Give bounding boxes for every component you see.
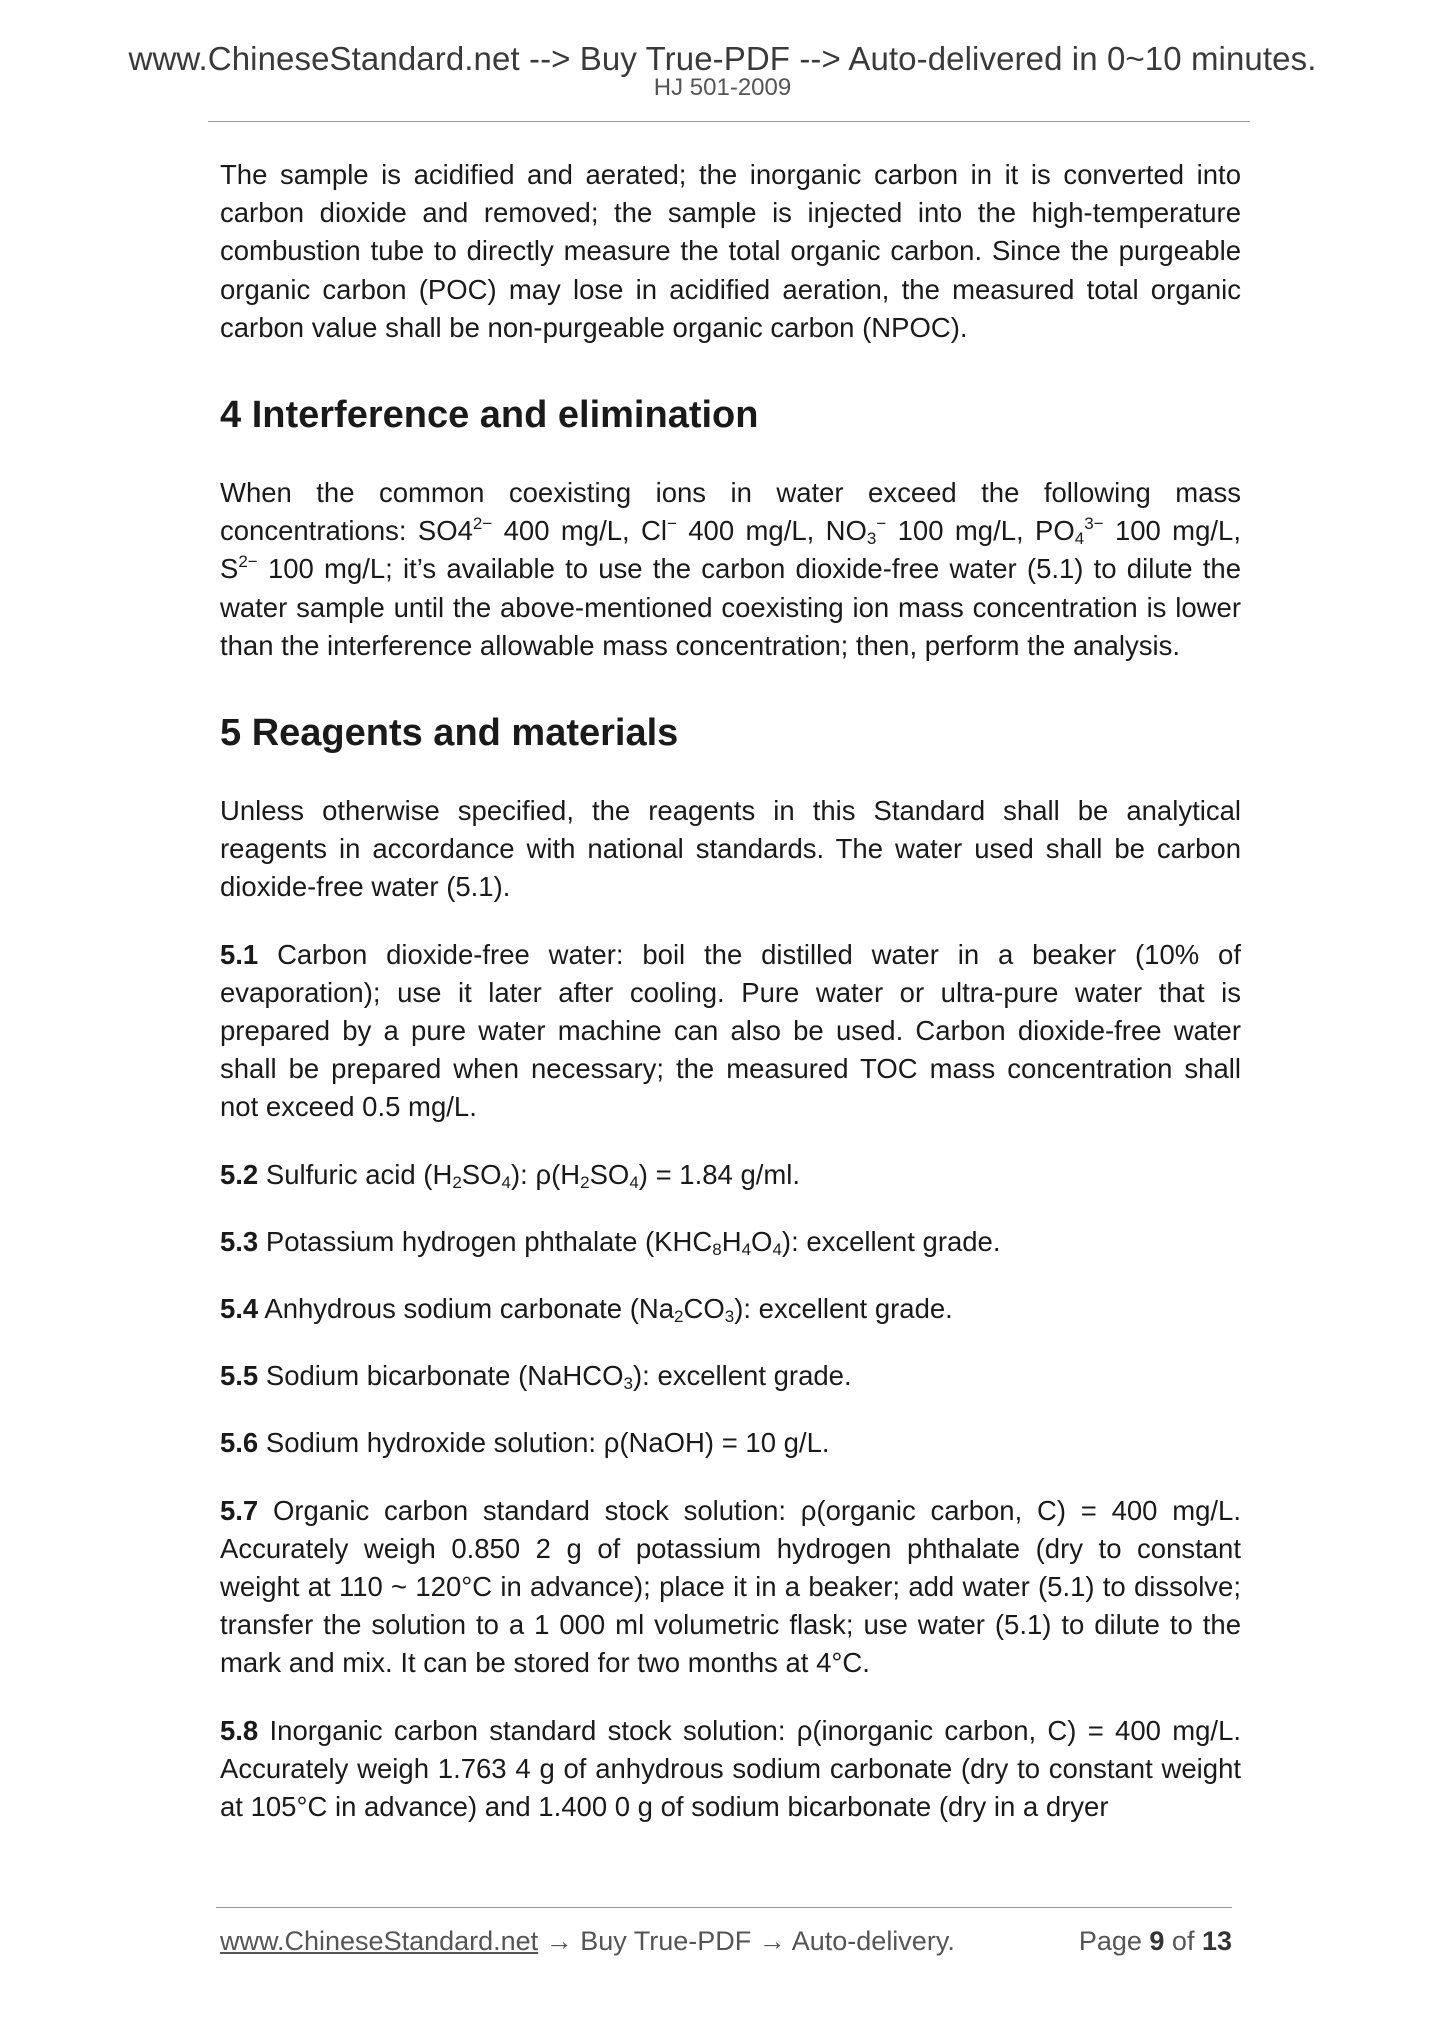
item-5-6: 5.6 Sodium hydroxide solution: ρ(NaOH) = 10 g/L. xyxy=(220,1427,830,1459)
intro-paragraph: The sample is acidified and aerated; the inorganic carbon in it is converted into carbon dioxide and removed; the sample is injected into the high-temperature combustion tube to directly measure the total organic carbon. Since the purgeable organic carbon (POC) may lose in acidified aeration, the measured total organic carbon value shall be non-purgeable organic carbon (NPOC). xyxy=(220,159,1241,343)
item-5-8: 5.8 Inorganic carbon standard stock solution: ρ(inorganic carbon, C) = 400 mg/L. Accurately weigh 1.763 4 g of anhydrous sodium carbonate (dry to constant weight at 105°C in advance) and 1.400 0 g of sodium bicarbonate (dry in a dryer xyxy=(220,1714,1241,1823)
page-footer xyxy=(220,1926,1232,1957)
section-4-heading: 4 Interference and elimination xyxy=(220,394,759,437)
item-5-1: 5.1 Carbon dioxide-free water: boil the distilled water in a beaker (10% of evaporation); use it later after cooling. Pure water or ultra-pure water that is prepared by a pure water machine can also be used. Carbon dioxide-free water shall be prepared when necessary; the measured TOC mass concentration shall not exceed 0.5 mg/L. xyxy=(220,938,1241,1123)
header-divider xyxy=(208,121,1250,122)
item-5-5: 5.5 Sodium bicarbonate (NaHCO$_3$): excellent grade. xyxy=(220,1360,852,1394)
item-5-7: 5.7 Organic carbon standard stock solution: ρ(organic carbon, C) = 400 mg/L. Accurately weigh 0.850 2 g of potassium hydrogen phthalate (dry to constant weight at 110 ~ 120°C in advance); place it in a beaker; add water (5.1) to dissolve; transfer the solution to a 1 000 ml volumetric flask; use water (5.1) to dilute to the mark and mix. It can be stored for two months at 4°C. xyxy=(220,1494,1241,1679)
standard-code: HJ 501-2009 xyxy=(653,74,792,101)
item-5-4: 5.4 Anhydrous sodium carbonate $(Na_2CO_3)$: excellent grade. xyxy=(220,1293,953,1327)
section-5-intro: Unless otherwise specified, the reagents in this Standard shall be analytical reagents in accordance with national standards. The water used shall be carbon dioxide-free water (5.1). xyxy=(220,795,1241,903)
footer-website-link[interactable]: www.ChineseStandard.net xyxy=(220,1926,539,1956)
section-4-paragraph: When the common coexisting ions in water exceed the following mass concentrations: $SO4^{2-}$ 400 mg/L, Cl− 400 mg/L, $NO_3^-$ 100 mg/L, $PO_4^{3-}$ 100 mg/L, $S^{2-}$ 100 mg/L; it’s available to use the carbon dioxide-free water (5.1) to dilute the water sample until the above-mentioned coexisting ion mass concentration is lower than the interference allowable mass concentration; then, perform the analysis. xyxy=(220,477,1241,661)
item-5-3: 5.3 Potassium hydrogen phthalate $(KHC_8H_4O_4)$: excellent grade. xyxy=(220,1225,1001,1259)
footer-promo-text: → Buy True-PDF → Auto-delivery. xyxy=(538,1926,955,1956)
page-content xyxy=(220,156,1241,1826)
footer-divider xyxy=(216,1907,1232,1908)
total-pages-number: 13 xyxy=(1201,1926,1232,1956)
current-page-number: 9 xyxy=(1149,1926,1165,1956)
page-indicator: Page 9 of 13 xyxy=(1078,1926,1232,1956)
section-5-heading: 5 Reagents and materials xyxy=(220,712,679,755)
item-5-2: 5.2 Sulfuric acid $(H_2SO_4)$: $\rho(H_2SO_4) = 1.84$ g/ml. xyxy=(220,1158,801,1192)
header-banner: www.ChineseStandard.net --> Buy True-PDF --> Auto-delivered in 0~10 minutes. xyxy=(128,40,1317,77)
